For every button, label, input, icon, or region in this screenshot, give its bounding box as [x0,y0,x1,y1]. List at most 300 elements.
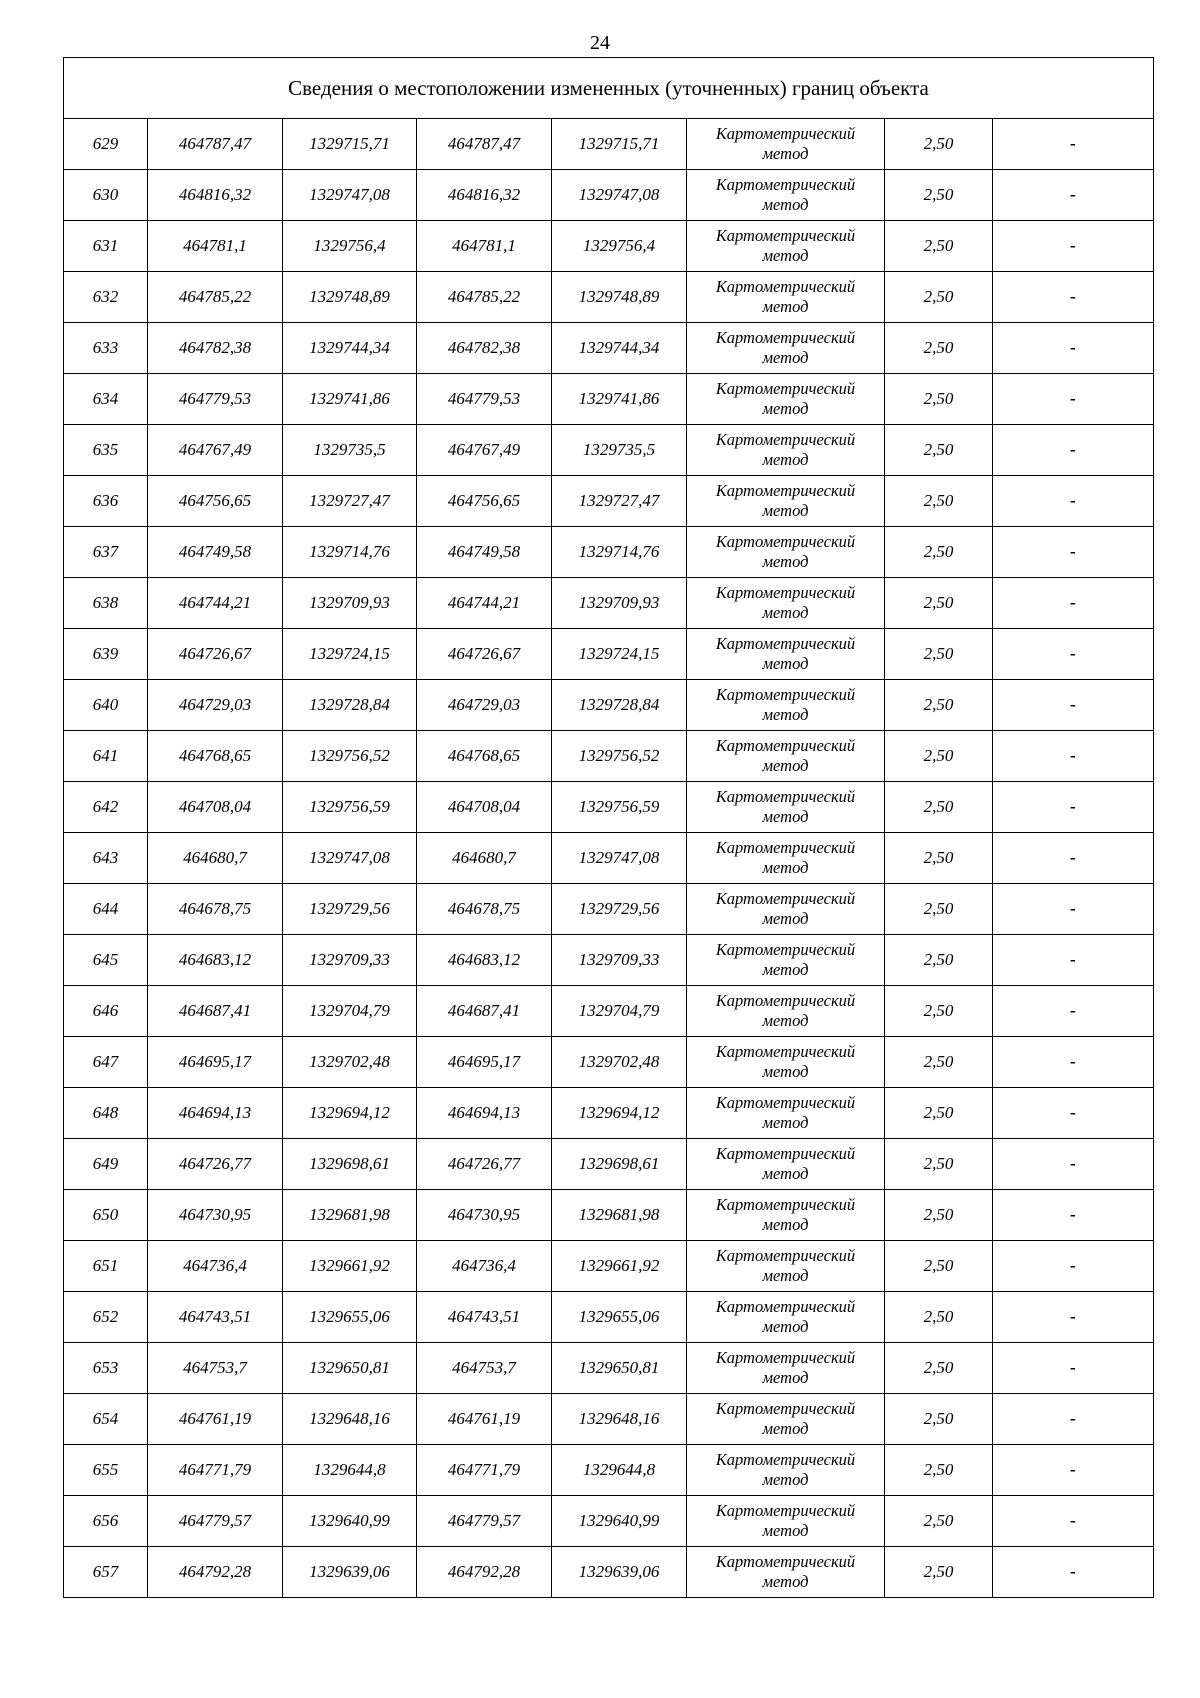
existing-y-coordinate: 1329741,86 [283,374,417,425]
existing-x-coordinate: 464771,79 [148,1445,283,1496]
existing-x-coordinate: 464756,65 [148,476,283,527]
accuracy-value: 2,50 [885,323,993,374]
refined-y-coordinate: 1329748,89 [552,272,687,323]
point-number: 640 [64,680,148,731]
method-line-1: Картометрический [715,1144,856,1163]
refined-y-coordinate: 1329741,86 [552,374,687,425]
existing-x-coordinate: 464785,22 [148,272,283,323]
point-number: 650 [64,1190,148,1241]
refined-y-coordinate: 1329729,56 [552,884,687,935]
description-cell: - [993,323,1154,374]
point-number: 641 [64,731,148,782]
accuracy-value: 2,50 [885,731,993,782]
determination-method [687,1547,885,1598]
refined-y-coordinate: 1329681,98 [552,1190,687,1241]
description-cell: - [993,1547,1154,1598]
determination-method [687,425,885,476]
description-cell: - [993,833,1154,884]
point-number: 655 [64,1445,148,1496]
existing-y-coordinate: 1329744,34 [283,323,417,374]
point-number: 632 [64,272,148,323]
method-line-2: метод [762,144,809,163]
method-line-1: Картометрический [715,1297,856,1316]
refined-x-coordinate: 464771,79 [417,1445,552,1496]
refined-x-coordinate: 464753,7 [417,1343,552,1394]
determination-method [687,323,885,374]
refined-y-coordinate: 1329644,8 [552,1445,687,1496]
existing-y-coordinate: 1329698,61 [283,1139,417,1190]
method-line-2: метод [762,1368,809,1387]
refined-x-coordinate: 464781,1 [417,221,552,272]
existing-y-coordinate: 1329756,59 [283,782,417,833]
description-cell: - [993,170,1154,221]
method-line-1: Картометрический [715,736,856,755]
point-number: 651 [64,1241,148,1292]
method-line-2: метод [762,1062,809,1081]
description-cell: - [993,731,1154,782]
determination-method [687,119,885,170]
refined-x-coordinate: 464761,19 [417,1394,552,1445]
point-number: 634 [64,374,148,425]
table-row [64,680,1154,731]
refined-y-coordinate: 1329756,59 [552,782,687,833]
existing-y-coordinate: 1329747,08 [283,833,417,884]
refined-y-coordinate: 1329727,47 [552,476,687,527]
refined-x-coordinate: 464687,41 [417,986,552,1037]
description-cell: - [993,935,1154,986]
accuracy-value: 2,50 [885,782,993,833]
table-row [64,170,1154,221]
method-line-2: метод [762,1572,809,1591]
point-number: 646 [64,986,148,1037]
method-line-1: Картометрический [715,583,856,602]
existing-x-coordinate: 464782,38 [148,323,283,374]
refined-y-coordinate: 1329639,06 [552,1547,687,1598]
determination-method [687,629,885,680]
refined-y-coordinate: 1329714,76 [552,527,687,578]
accuracy-value: 2,50 [885,527,993,578]
refined-x-coordinate: 464785,22 [417,272,552,323]
accuracy-value: 2,50 [885,1343,993,1394]
determination-method [687,731,885,782]
refined-y-coordinate: 1329756,52 [552,731,687,782]
method-line-2: метод [762,399,809,418]
determination-method [687,1343,885,1394]
accuracy-value: 2,50 [885,578,993,629]
table-row [64,1496,1154,1547]
method-line-1: Картометрический [715,1093,856,1112]
method-line-1: Картометрический [715,277,856,296]
point-number: 648 [64,1088,148,1139]
method-line-1: Картометрический [715,124,856,143]
table-row [64,1241,1154,1292]
point-number: 644 [64,884,148,935]
description-cell: - [993,527,1154,578]
refined-y-coordinate: 1329694,12 [552,1088,687,1139]
point-number: 637 [64,527,148,578]
refined-x-coordinate: 464768,65 [417,731,552,782]
existing-x-coordinate: 464781,1 [148,221,283,272]
refined-x-coordinate: 464779,53 [417,374,552,425]
method-line-2: метод [762,501,809,520]
refined-x-coordinate: 464683,12 [417,935,552,986]
table-row [64,323,1154,374]
table-row [64,272,1154,323]
method-line-2: метод [762,1266,809,1285]
determination-method [687,884,885,935]
table-row [64,119,1154,170]
refined-x-coordinate: 464749,58 [417,527,552,578]
refined-x-coordinate: 464743,51 [417,1292,552,1343]
method-line-2: метод [762,297,809,316]
existing-y-coordinate: 1329639,06 [283,1547,417,1598]
table-title: Сведения о местоположении измененных (уточненных) границ объекта [64,58,1154,119]
point-number: 654 [64,1394,148,1445]
point-number: 643 [64,833,148,884]
accuracy-value: 2,50 [885,425,993,476]
refined-y-coordinate: 1329702,48 [552,1037,687,1088]
accuracy-value: 2,50 [885,221,993,272]
description-cell: - [993,1343,1154,1394]
existing-y-coordinate: 1329640,99 [283,1496,417,1547]
determination-method [687,680,885,731]
refined-y-coordinate: 1329709,33 [552,935,687,986]
determination-method [687,1292,885,1343]
method-line-2: метод [762,1164,809,1183]
method-line-1: Картометрический [715,430,856,449]
refined-x-coordinate: 464792,28 [417,1547,552,1598]
existing-x-coordinate: 464687,41 [148,986,283,1037]
refined-y-coordinate: 1329648,16 [552,1394,687,1445]
existing-x-coordinate: 464767,49 [148,425,283,476]
accuracy-value: 2,50 [885,1496,993,1547]
method-line-1: Картометрический [715,1042,856,1061]
accuracy-value: 2,50 [885,1088,993,1139]
method-line-1: Картометрический [715,532,856,551]
point-number: 629 [64,119,148,170]
method-line-2: метод [762,1215,809,1234]
method-line-1: Картометрический [715,1195,856,1214]
point-number: 645 [64,935,148,986]
method-line-2: метод [762,909,809,928]
refined-x-coordinate: 464779,57 [417,1496,552,1547]
table-row [64,731,1154,782]
description-cell: - [993,272,1154,323]
point-number: 649 [64,1139,148,1190]
accuracy-value: 2,50 [885,1394,993,1445]
refined-y-coordinate: 1329756,4 [552,221,687,272]
point-number: 635 [64,425,148,476]
method-line-2: метод [762,603,809,622]
table-row [64,374,1154,425]
accuracy-value: 2,50 [885,1241,993,1292]
existing-x-coordinate: 464792,28 [148,1547,283,1598]
table-title-row [64,58,1154,119]
accuracy-value: 2,50 [885,119,993,170]
method-line-2: метод [762,348,809,367]
existing-y-coordinate: 1329747,08 [283,170,417,221]
refined-x-coordinate: 464729,03 [417,680,552,731]
description-cell: - [993,1445,1154,1496]
method-line-2: метод [762,1113,809,1132]
table-row [64,1547,1154,1598]
refined-x-coordinate: 464782,38 [417,323,552,374]
method-line-1: Картометрический [715,1552,856,1571]
existing-y-coordinate: 1329756,52 [283,731,417,782]
table-row [64,1088,1154,1139]
description-cell: - [993,1139,1154,1190]
existing-x-coordinate: 464683,12 [148,935,283,986]
description-cell: - [993,1088,1154,1139]
determination-method [687,578,885,629]
determination-method [687,782,885,833]
description-cell: - [993,119,1154,170]
description-cell: - [993,578,1154,629]
table-row [64,1343,1154,1394]
refined-y-coordinate: 1329640,99 [552,1496,687,1547]
method-line-2: метод [762,1317,809,1336]
existing-x-coordinate: 464680,7 [148,833,283,884]
description-cell: - [993,425,1154,476]
table-row [64,833,1154,884]
description-cell: - [993,221,1154,272]
method-line-1: Картометрический [715,1246,856,1265]
method-line-2: метод [762,195,809,214]
method-line-1: Картометрический [715,940,856,959]
accuracy-value: 2,50 [885,1037,993,1088]
point-number: 653 [64,1343,148,1394]
description-cell: - [993,680,1154,731]
existing-y-coordinate: 1329709,33 [283,935,417,986]
table-row [64,221,1154,272]
existing-x-coordinate: 464726,77 [148,1139,283,1190]
accuracy-value: 2,50 [885,986,993,1037]
method-line-2: метод [762,705,809,724]
method-line-2: метод [762,858,809,877]
existing-x-coordinate: 464736,4 [148,1241,283,1292]
refined-y-coordinate: 1329728,84 [552,680,687,731]
refined-x-coordinate: 464678,75 [417,884,552,935]
point-number: 630 [64,170,148,221]
accuracy-value: 2,50 [885,170,993,221]
existing-y-coordinate: 1329644,8 [283,1445,417,1496]
refined-y-coordinate: 1329698,61 [552,1139,687,1190]
refined-x-coordinate: 464726,77 [417,1139,552,1190]
method-line-2: метод [762,654,809,673]
method-line-2: метод [762,1419,809,1438]
table-row [64,986,1154,1037]
method-line-1: Картометрический [715,226,856,245]
refined-y-coordinate: 1329661,92 [552,1241,687,1292]
determination-method [687,1088,885,1139]
description-cell: - [993,629,1154,680]
existing-y-coordinate: 1329694,12 [283,1088,417,1139]
method-line-2: метод [762,1011,809,1030]
table-row [64,527,1154,578]
refined-y-coordinate: 1329650,81 [552,1343,687,1394]
determination-method [687,1241,885,1292]
table-row [64,1037,1154,1088]
determination-method [687,833,885,884]
existing-x-coordinate: 464779,57 [148,1496,283,1547]
accuracy-value: 2,50 [885,833,993,884]
determination-method [687,1496,885,1547]
existing-x-coordinate: 464726,67 [148,629,283,680]
determination-method [687,272,885,323]
method-line-2: метод [762,807,809,826]
point-number: 647 [64,1037,148,1088]
existing-y-coordinate: 1329756,4 [283,221,417,272]
refined-y-coordinate: 1329704,79 [552,986,687,1037]
description-cell: - [993,1190,1154,1241]
description-cell: - [993,1292,1154,1343]
accuracy-value: 2,50 [885,272,993,323]
refined-y-coordinate: 1329709,93 [552,578,687,629]
existing-y-coordinate: 1329729,56 [283,884,417,935]
description-cell: - [993,1496,1154,1547]
existing-y-coordinate: 1329655,06 [283,1292,417,1343]
accuracy-value: 2,50 [885,1292,993,1343]
refined-x-coordinate: 464787,47 [417,119,552,170]
refined-x-coordinate: 464726,67 [417,629,552,680]
method-line-1: Картометрический [715,1348,856,1367]
description-cell: - [993,1037,1154,1088]
description-cell: - [993,782,1154,833]
point-number: 652 [64,1292,148,1343]
existing-x-coordinate: 464744,21 [148,578,283,629]
method-line-1: Картометрический [715,787,856,806]
refined-x-coordinate: 464680,7 [417,833,552,884]
existing-x-coordinate: 464730,95 [148,1190,283,1241]
table-row [64,935,1154,986]
existing-x-coordinate: 464743,51 [148,1292,283,1343]
method-line-1: Картометрический [715,175,856,194]
existing-y-coordinate: 1329714,76 [283,527,417,578]
refined-x-coordinate: 464767,49 [417,425,552,476]
table-row [64,782,1154,833]
existing-x-coordinate: 464729,03 [148,680,283,731]
existing-x-coordinate: 464761,19 [148,1394,283,1445]
method-line-1: Картометрический [715,838,856,857]
point-number: 656 [64,1496,148,1547]
point-number: 638 [64,578,148,629]
point-number: 631 [64,221,148,272]
existing-y-coordinate: 1329715,71 [283,119,417,170]
table-row [64,629,1154,680]
refined-x-coordinate: 464694,13 [417,1088,552,1139]
determination-method [687,374,885,425]
determination-method [687,1445,885,1496]
refined-x-coordinate: 464730,95 [417,1190,552,1241]
method-line-1: Картометрический [715,1501,856,1520]
description-cell: - [993,374,1154,425]
existing-x-coordinate: 464753,7 [148,1343,283,1394]
accuracy-value: 2,50 [885,1547,993,1598]
table-row [64,578,1154,629]
method-line-2: метод [762,960,809,979]
refined-y-coordinate: 1329655,06 [552,1292,687,1343]
refined-y-coordinate: 1329715,71 [552,119,687,170]
existing-x-coordinate: 464787,47 [148,119,283,170]
determination-method [687,986,885,1037]
accuracy-value: 2,50 [885,374,993,425]
refined-x-coordinate: 464695,17 [417,1037,552,1088]
refined-y-coordinate: 1329747,08 [552,833,687,884]
method-line-2: метод [762,1470,809,1489]
existing-y-coordinate: 1329681,98 [283,1190,417,1241]
determination-method [687,476,885,527]
method-line-1: Картометрический [715,1450,856,1469]
table-row [64,476,1154,527]
determination-method [687,527,885,578]
refined-y-coordinate: 1329747,08 [552,170,687,221]
existing-y-coordinate: 1329704,79 [283,986,417,1037]
accuracy-value: 2,50 [885,1190,993,1241]
table-row [64,1292,1154,1343]
existing-x-coordinate: 464678,75 [148,884,283,935]
table-row [64,884,1154,935]
method-line-1: Картометрический [715,991,856,1010]
determination-method [687,1394,885,1445]
determination-method [687,170,885,221]
refined-x-coordinate: 464744,21 [417,578,552,629]
determination-method [687,1190,885,1241]
accuracy-value: 2,50 [885,680,993,731]
description-cell: - [993,1394,1154,1445]
determination-method [687,1037,885,1088]
point-number: 642 [64,782,148,833]
method-line-1: Картометрический [715,634,856,653]
description-cell: - [993,986,1154,1037]
accuracy-value: 2,50 [885,1445,993,1496]
refined-y-coordinate: 1329744,34 [552,323,687,374]
existing-y-coordinate: 1329709,93 [283,578,417,629]
accuracy-value: 2,50 [885,1139,993,1190]
existing-x-coordinate: 464749,58 [148,527,283,578]
method-line-2: метод [762,1521,809,1540]
refined-x-coordinate: 464756,65 [417,476,552,527]
accuracy-value: 2,50 [885,476,993,527]
determination-method [687,935,885,986]
existing-y-coordinate: 1329648,16 [283,1394,417,1445]
existing-x-coordinate: 464768,65 [148,731,283,782]
existing-y-coordinate: 1329702,48 [283,1037,417,1088]
accuracy-value: 2,50 [885,884,993,935]
point-number: 636 [64,476,148,527]
determination-method [687,221,885,272]
point-number: 633 [64,323,148,374]
existing-x-coordinate: 464694,13 [148,1088,283,1139]
table-row [64,425,1154,476]
existing-x-coordinate: 464695,17 [148,1037,283,1088]
point-number: 657 [64,1547,148,1598]
method-line-1: Картометрический [715,328,856,347]
table-row [64,1394,1154,1445]
existing-y-coordinate: 1329724,15 [283,629,417,680]
description-cell: - [993,1241,1154,1292]
description-cell: - [993,476,1154,527]
method-line-1: Картометрический [715,889,856,908]
existing-y-coordinate: 1329735,5 [283,425,417,476]
existing-y-coordinate: 1329748,89 [283,272,417,323]
existing-x-coordinate: 464708,04 [148,782,283,833]
refined-y-coordinate: 1329735,5 [552,425,687,476]
table-row [64,1445,1154,1496]
existing-x-coordinate: 464779,53 [148,374,283,425]
table-row [64,1190,1154,1241]
refined-x-coordinate: 464816,32 [417,170,552,221]
accuracy-value: 2,50 [885,629,993,680]
